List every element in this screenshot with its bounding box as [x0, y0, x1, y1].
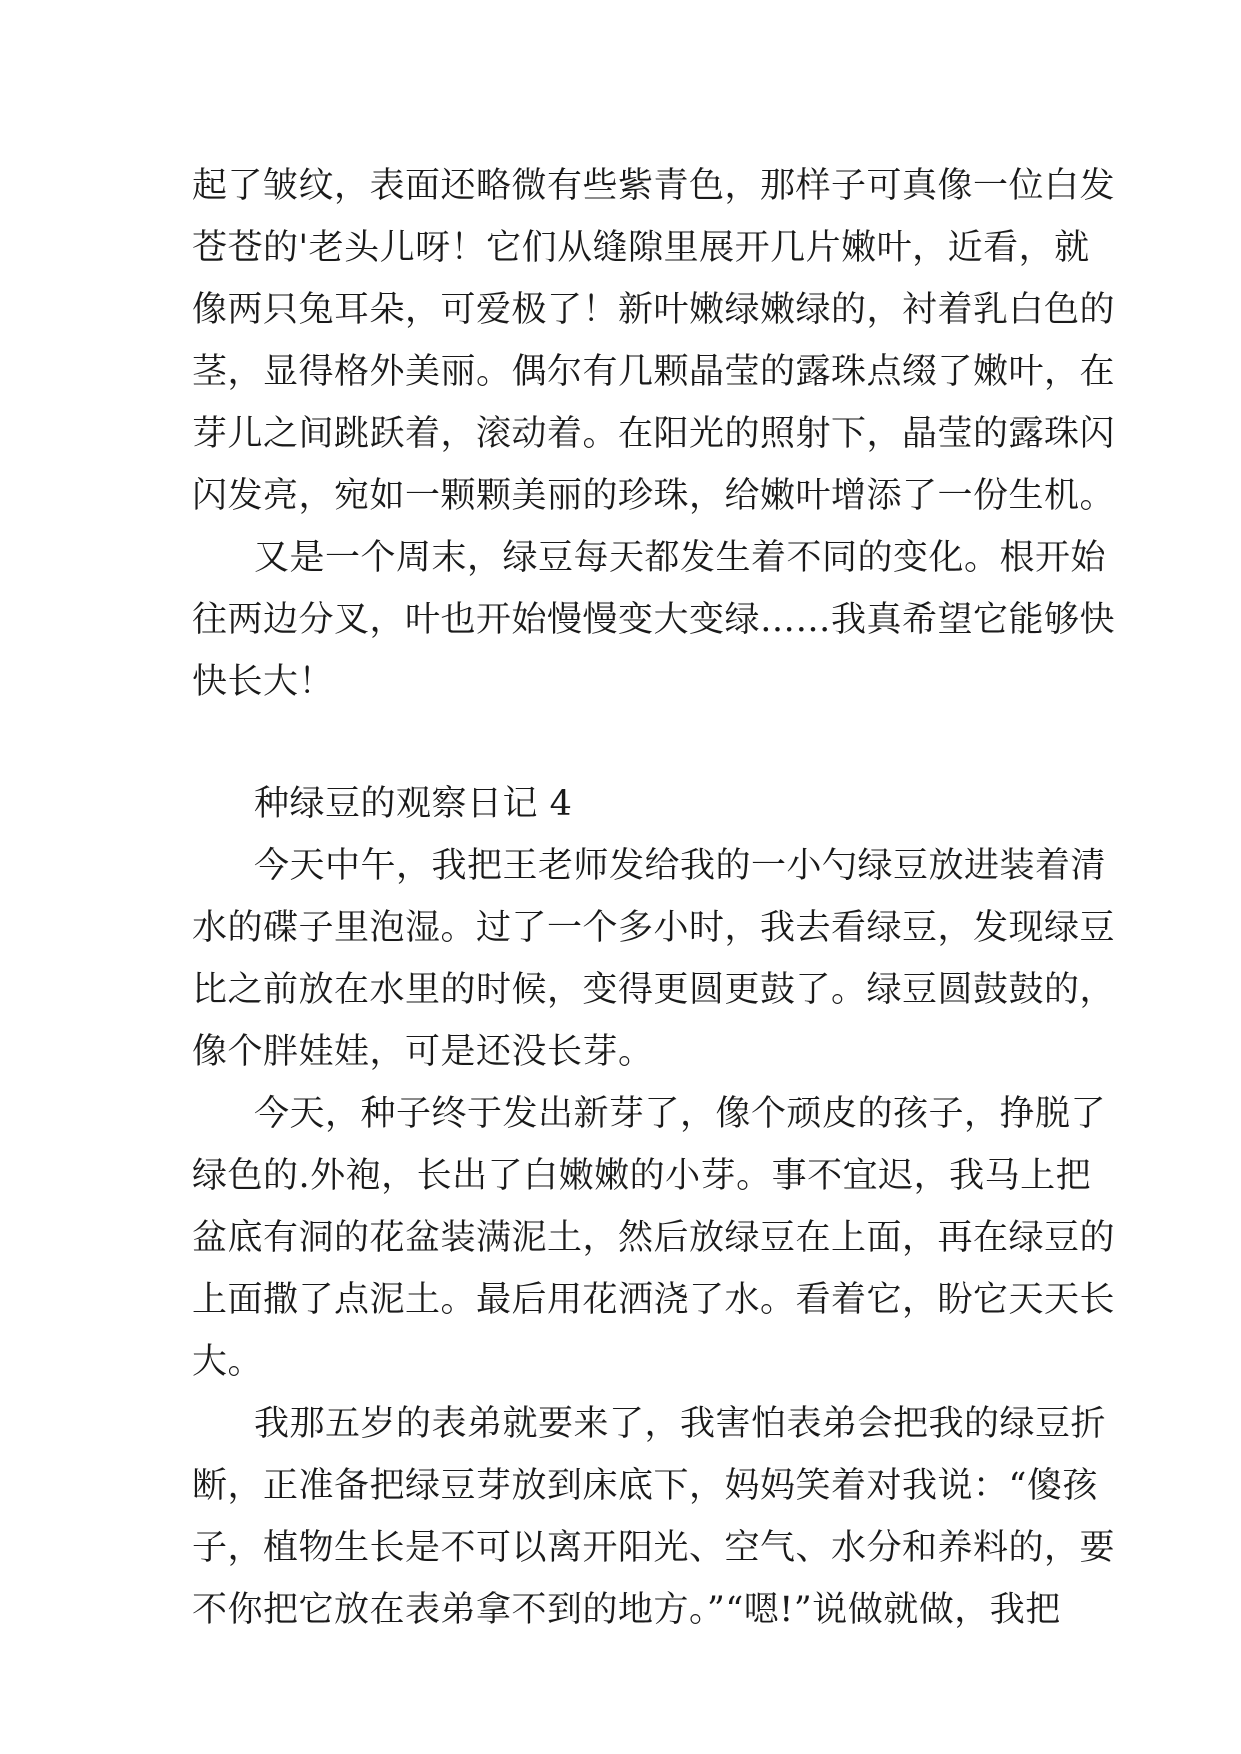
- text-line: 起了皱纹，表面还略微有些紫青色，那样子可真像一位白发: [192, 166, 1116, 206]
- text-line: 茎，显得格外美丽。偶尔有几颗晶莹的露珠点缀了嫩叶，在: [192, 352, 1116, 392]
- text-line: 闪发亮，宛如一颗颗美丽的珍珠，给嫩叶增添了一份生机。: [192, 476, 1116, 516]
- paragraph: [192, 835, 1116, 1083]
- text-line: 像个胖娃娃，可是还没长芽。: [192, 1032, 654, 1072]
- text-line: 盆底有洞的花盆装满泥土，然后放绿豆在上面，再在绿豆的: [192, 1218, 1116, 1258]
- text-line: 苍苍的'老头儿呀！它们从缝隙里展开几片嫩叶，近看，就: [192, 228, 1090, 268]
- text-line: 大。: [192, 1342, 264, 1382]
- text-line: 不你把它放在表弟拿不到的地方。”“嗯!”说做就做，我把: [192, 1590, 1061, 1630]
- paragraph: [192, 527, 1116, 713]
- section-gap: [192, 713, 1052, 773]
- text-line: 快长大！: [192, 662, 335, 702]
- text-line: 往两边分叉，叶也开始慢慢变大变绿……我真希望它能够快: [192, 600, 1116, 640]
- paragraph: [192, 155, 1116, 527]
- text-line: 今天中午，我把王老师发给我的一小勺绿豆放进装着清: [254, 846, 1107, 886]
- document-body: [192, 155, 1116, 1641]
- text-line: 上面撒了点泥土。最后用花洒浇了水。看着它，盼它天天长: [192, 1280, 1116, 1320]
- text-line: 我那五岁的表弟就要来了，我害怕表弟会把我的绿豆折: [254, 1404, 1107, 1444]
- text-line: 又是一个周末，绿豆每天都发生着不同的变化。根开始: [254, 538, 1107, 578]
- text-line: 今天，种子终于发出新芽了，像个顽皮的孩子，挣脱了: [254, 1094, 1107, 1134]
- paragraph: [192, 1393, 1116, 1641]
- text-line: 比之前放在水里的时候，变得更圆更鼓了。绿豆圆鼓鼓的，: [192, 970, 1116, 1010]
- text-line: 子，植物生长是不可以离开阳光、空气、水分和养料的，要: [192, 1528, 1116, 1568]
- text-line: 断，正准备把绿豆芽放到床底下，妈妈笑着对我说：“傻孩: [192, 1466, 1098, 1506]
- text-line: 绿色的.外袍，长出了白嫩嫩的小芽。事不宜迟，我马上把: [192, 1156, 1092, 1196]
- text-line: 像两只兔耳朵，可爱极了！新叶嫩绿嫩绿的，衬着乳白色的: [192, 290, 1116, 330]
- text-line: 芽儿之间跳跃着，滚动着。在阳光的照射下，晶莹的露珠闪: [192, 414, 1116, 454]
- paragraph: [192, 1083, 1116, 1393]
- text-line: 水的碟子里泡湿。过了一个多小时，我去看绿豆，发现绿豆: [192, 908, 1116, 948]
- section-title: 种绿豆的观察日记 4: [254, 784, 573, 824]
